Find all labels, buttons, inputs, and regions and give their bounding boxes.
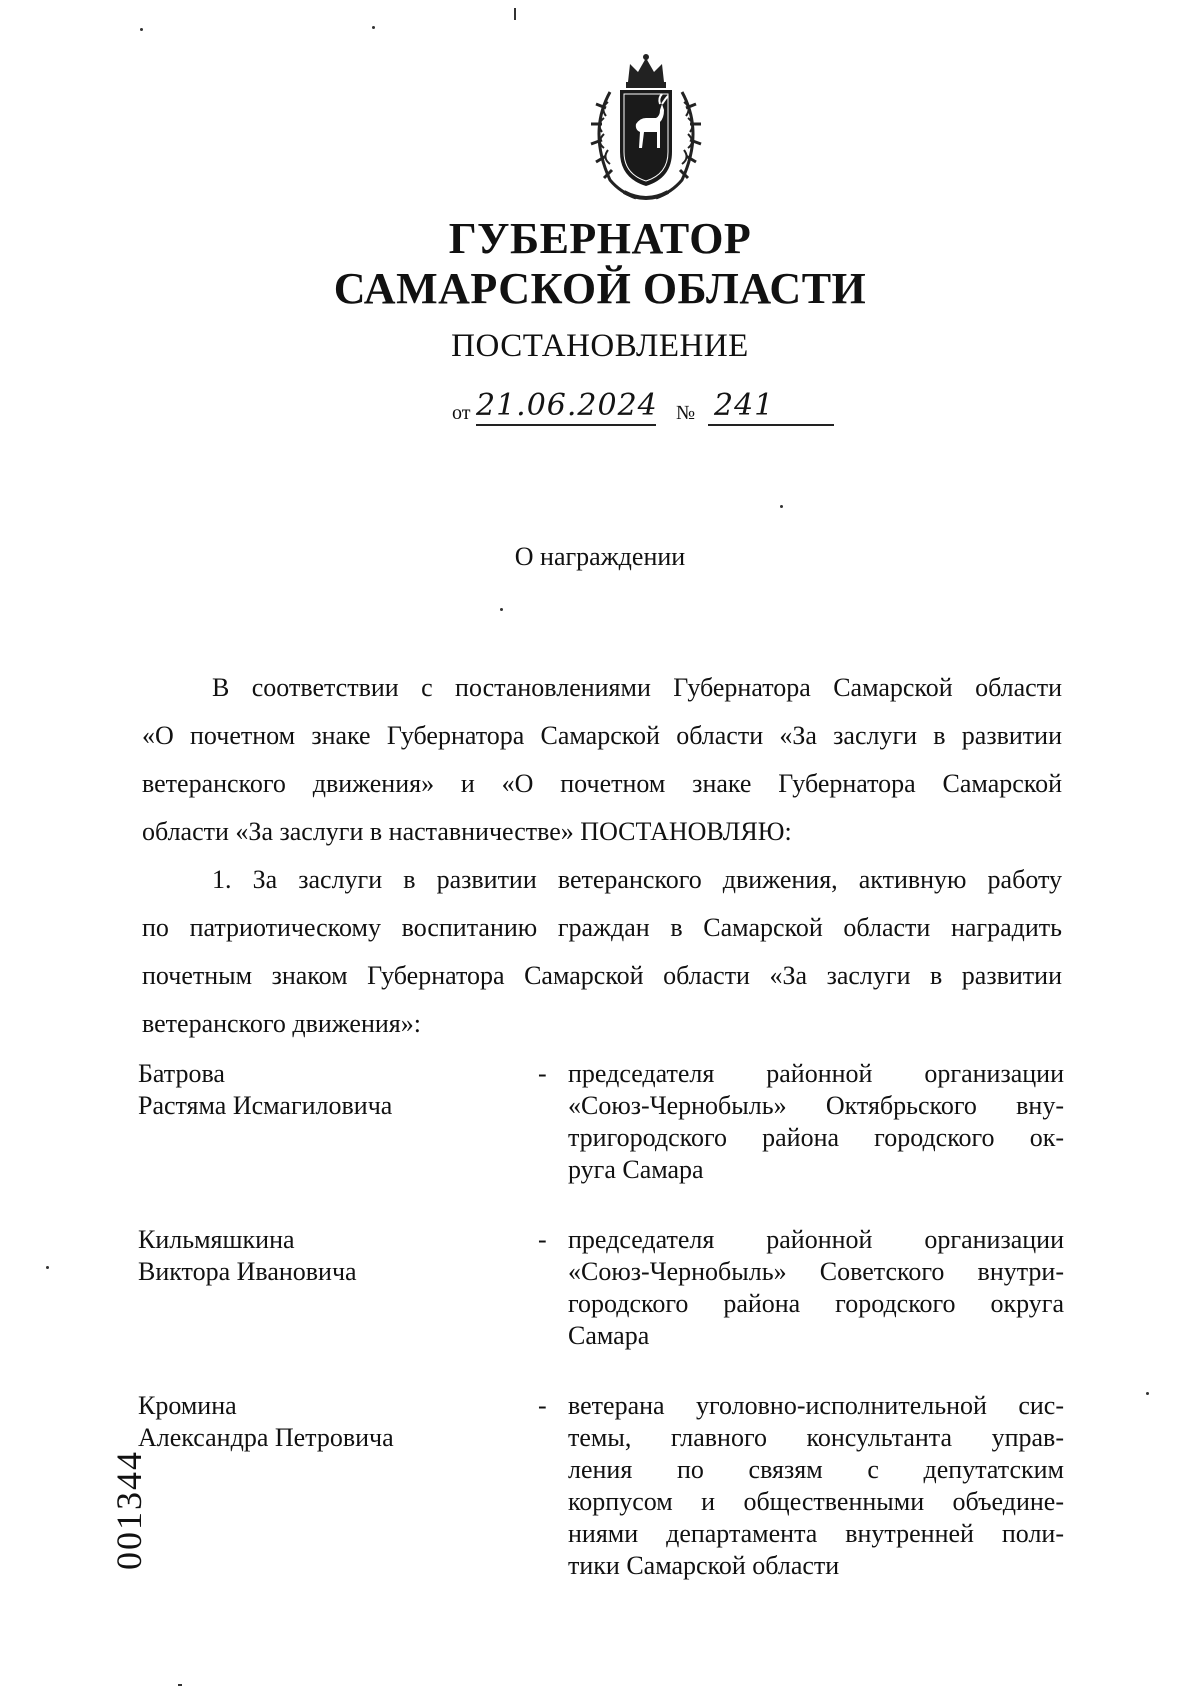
awardee-dash: - bbox=[538, 1225, 547, 1254]
awardee-description-line: ления по связям с депутатским bbox=[568, 1455, 1064, 1484]
awardee-description-line: тики Самарской области bbox=[568, 1551, 840, 1580]
awardee-description-line: председателя районной организации bbox=[568, 1225, 1064, 1254]
preamble-line: области «За заслуги в наставничестве» ПОСТАНОВЛЯЮ: bbox=[142, 817, 792, 846]
awardee-description-line: корпусом и общественными объедине- bbox=[568, 1487, 1064, 1516]
item-1-paragraph bbox=[142, 856, 1062, 1048]
awardee-given-name: Виктора Ивановича bbox=[138, 1257, 357, 1286]
awardee-given-name: Растяма Исмагиловича bbox=[138, 1091, 393, 1120]
preamble-line: «О почетном знаке Губернатора Самарской области «За заслуги в развитии bbox=[142, 721, 1062, 750]
awardee-name-block bbox=[138, 1390, 518, 1454]
awardee-description-line: ветерана уголовно-исполнительной сис- bbox=[568, 1391, 1064, 1420]
awardee-description bbox=[568, 1058, 1064, 1186]
coat-of-arms-icon bbox=[580, 52, 712, 204]
awardee-description bbox=[568, 1224, 1064, 1352]
number-prefix: № bbox=[676, 402, 696, 424]
awardee-surname: Кромина bbox=[138, 1391, 237, 1420]
document-subject: О награждении bbox=[514, 542, 686, 571]
preamble-line: В соответствии с постановлениями Губернатора Самарской области bbox=[212, 673, 1062, 702]
scan-speck bbox=[500, 608, 503, 611]
awardee-description-line: «Союз-Чернобыль» Советского внутри- bbox=[568, 1257, 1064, 1286]
item-1-line: ветеранского движения»: bbox=[142, 1009, 421, 1038]
scan-speck bbox=[780, 505, 783, 508]
item-1-line: по патриотическому воспитанию граждан в Самарской области наградить bbox=[142, 913, 1062, 942]
date-value: 21.06.2024 bbox=[476, 388, 658, 423]
awardee-description bbox=[568, 1390, 1064, 1582]
scan-speck bbox=[140, 28, 143, 31]
awardee-description-line: Самара bbox=[568, 1321, 650, 1350]
date-number-line bbox=[452, 388, 852, 428]
awardee-description-line: «Союз-Чернобыль» Октябрьского вну- bbox=[568, 1091, 1064, 1120]
awardee-description-line: городского района городского округа bbox=[568, 1289, 1064, 1318]
awardee-surname: Батрова bbox=[138, 1059, 225, 1088]
awardee-description-line: председателя районной организации bbox=[568, 1059, 1064, 1088]
scan-speck bbox=[1146, 1392, 1149, 1395]
preamble-paragraph bbox=[142, 664, 1062, 856]
awardee-description-line: ниями департамента внутренней поли- bbox=[568, 1519, 1064, 1548]
authority-title-line2: САМАРСКОЙ ОБЛАСТИ bbox=[333, 264, 867, 313]
authority-title-line1: ГУБЕРНАТОР bbox=[448, 214, 752, 263]
date-prefix: от bbox=[452, 402, 471, 424]
awardee-surname: Кильмяшкина bbox=[138, 1225, 295, 1254]
number-underline bbox=[708, 424, 834, 426]
awardee-name-block bbox=[138, 1224, 518, 1288]
scan-speck bbox=[46, 1266, 49, 1269]
scan-speck bbox=[372, 26, 375, 29]
awardee-description-line: темы, главного консультанта управ- bbox=[568, 1423, 1064, 1452]
form-serial-number: 001344 bbox=[109, 1450, 149, 1570]
awardee-given-name: Александра Петровича bbox=[138, 1423, 394, 1452]
awardee-description-line: тригородского района городского ок- bbox=[568, 1123, 1064, 1152]
scan-speck bbox=[178, 1684, 182, 1686]
item-1-line: почетным знаком Губернатора Самарской области «За заслуги в развитии bbox=[142, 961, 1062, 990]
date-underline bbox=[476, 424, 656, 426]
awardee-dash: - bbox=[538, 1059, 547, 1088]
awardee-dash: - bbox=[538, 1391, 547, 1420]
preamble-line: ветеранского движения» и «О почетном знаке Губернатора Самарской bbox=[142, 769, 1062, 798]
number-value: 241 bbox=[714, 388, 775, 423]
document-type-title: ПОСТАНОВЛЕНИЕ bbox=[451, 328, 749, 364]
awardee-description-line: руга Самара bbox=[568, 1155, 704, 1184]
awardee-name-block bbox=[138, 1058, 518, 1122]
item-1-line: 1. За заслуги в развитии ветеранского движения, активную работу bbox=[212, 865, 1062, 894]
scan-mark bbox=[514, 8, 516, 20]
